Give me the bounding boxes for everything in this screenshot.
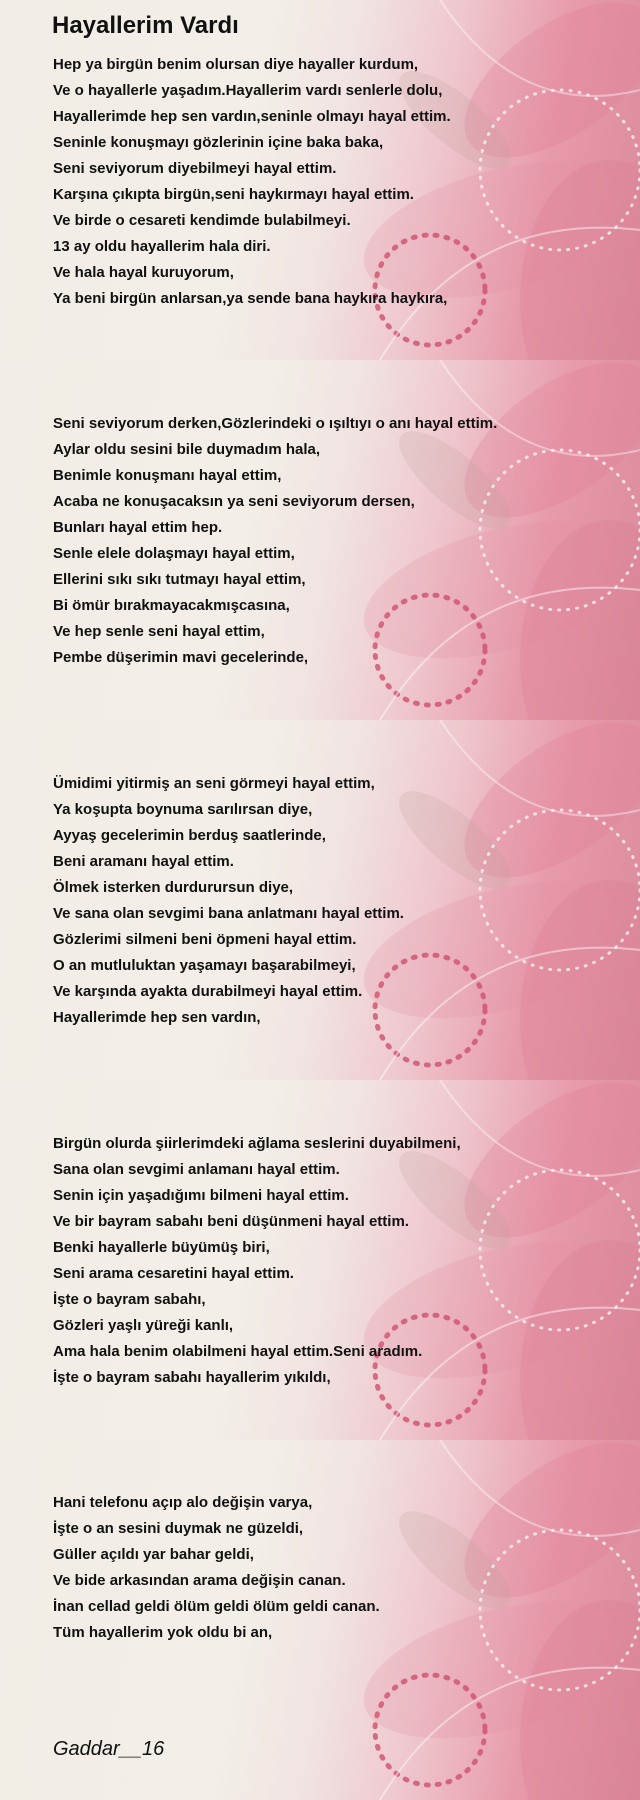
poem-stanza-2	[53, 411, 497, 671]
poem-line: İşte o an sesini duymak ne güzeldi,	[53, 1520, 304, 1537]
poem-line: İnan cellad geldi ölüm geldi ölüm geldi canan.	[53, 1598, 380, 1615]
poem-line: Hayallerimde hep sen vardın,seninle olmayı hayal ettim.	[53, 108, 451, 125]
poem-stanza-4	[53, 1131, 461, 1391]
poem-line: Senle elele dolaşmayı hayal ettim,	[53, 545, 295, 562]
poem-line: Seni seviyorum derken,Gözlerindeki o ışıltıyı o anı hayal ettim.	[53, 415, 498, 432]
poem-line: Ya koşupta boynuma sarılırsan diye,	[53, 801, 313, 818]
poem-line: Senin için yaşadığımı bilmeni hayal ettim.	[53, 1187, 349, 1204]
poem-line: O an mutluluktan yaşamayı başarabilmeyi,	[53, 957, 356, 974]
poem-line: Bunları hayal ettim hep.	[53, 519, 223, 536]
poem-line: Ve karşında ayakta durabilmeyi hayal ettim.	[53, 983, 363, 1000]
poem-line: Acaba ne konuşacaksın ya seni seviyorum dersen,	[53, 493, 415, 510]
poem-line: Benki hayallerle büyümüş biri,	[53, 1239, 270, 1256]
poem-line: Beni aramanı hayal ettim.	[53, 853, 234, 870]
poem-line: Bi ömür bırakmayacakmışcasına,	[53, 597, 290, 614]
poem-line: İşte o bayram sabahı hayallerim yıkıldı,	[53, 1369, 331, 1386]
poem-stanza-3	[53, 771, 404, 1031]
poem-line: Ve bir bayram sabahı beni düşünmeni hayal ettim.	[53, 1213, 409, 1230]
poem-line: 13 ay oldu hayallerim hala diri.	[53, 238, 271, 255]
poem-line: Ve sana olan sevgimi bana anlatmanı hayal ettim.	[53, 905, 404, 922]
poem-line: Gözlerimi silmeni beni öpmeni hayal ettim.	[53, 931, 357, 948]
poem-line: Pembe düşerimin mavi gecelerinde,	[53, 649, 309, 666]
poem-line: Birgün olurda şiirlerimdeki ağlama seslerini duyabilmeni,	[53, 1135, 461, 1152]
poem-line: Seni arama cesaretini hayal ettim.	[53, 1265, 294, 1282]
poem-line: Tüm hayallerim yok oldu bi an,	[53, 1624, 273, 1641]
poem-title: Hayallerim Vardı	[52, 12, 239, 39]
poem-line: Aylar oldu sesini bile duymadım hala,	[53, 441, 321, 458]
poem-line: Ayyaş gecelerimin berduş saatlerinde,	[53, 827, 326, 844]
poem-line: Hayallerimde hep sen vardın,	[53, 1009, 261, 1026]
poem-line: Seni seviyorum diyebilmeyi hayal ettim.	[53, 160, 337, 177]
poem-line: Seninle konuşmayı gözlerinin içine baka baka,	[53, 134, 384, 151]
poem-line: Karşına çıkıpta birgün,seni haykırmayı hayal ettim.	[53, 186, 414, 203]
poem-line: Sana olan sevgimi anlamanı hayal ettim.	[53, 1161, 340, 1178]
poem-line: Ölmek isterken durdurursun diye,	[53, 879, 294, 896]
poem-line: Ve hep senle seni hayal ettim,	[53, 623, 265, 640]
poem-line: Benimle konuşmanı hayal ettim,	[53, 467, 282, 484]
poem-line: Ama hala benim olabilmeni hayal ettim.Seni aradım.	[53, 1343, 423, 1360]
poem-line: Hani telefonu açıp alo değişin varya,	[53, 1494, 313, 1511]
poem-line: Ve hala hayal kuruyorum,	[53, 264, 234, 281]
poem-line: Gözleri yaşlı yüreği kanlı,	[53, 1317, 234, 1334]
poem-line: Ve birde o cesareti kendimde bulabilmeyi.	[53, 212, 351, 229]
poem-line: Ve bide arkasından arama değişin canan.	[53, 1572, 346, 1589]
poem-line: Ve o hayallerle yaşadım.Hayallerim vardı senlerle dolu,	[53, 82, 443, 99]
poem-line: Hep ya birgün benim olursan diye hayaller kurdum,	[53, 56, 419, 73]
poem-line: İşte o bayram sabahı,	[53, 1291, 206, 1308]
poem-line: Güller açıldı yar bahar geldi,	[53, 1546, 254, 1563]
poem-line: Ya beni birgün anlarsan,ya sende bana haykıra haykıra,	[53, 290, 448, 307]
poem-author: Gaddar__16	[53, 1738, 165, 1760]
poem-line: Ümidimi yitirmiş an seni görmeyi hayal ettim,	[53, 775, 375, 792]
poem-line: Ellerini sıkı sıkı tutmayı hayal ettim,	[53, 571, 306, 588]
poem-stanza-5	[53, 1490, 380, 1646]
poem-stanza-1	[53, 52, 451, 312]
